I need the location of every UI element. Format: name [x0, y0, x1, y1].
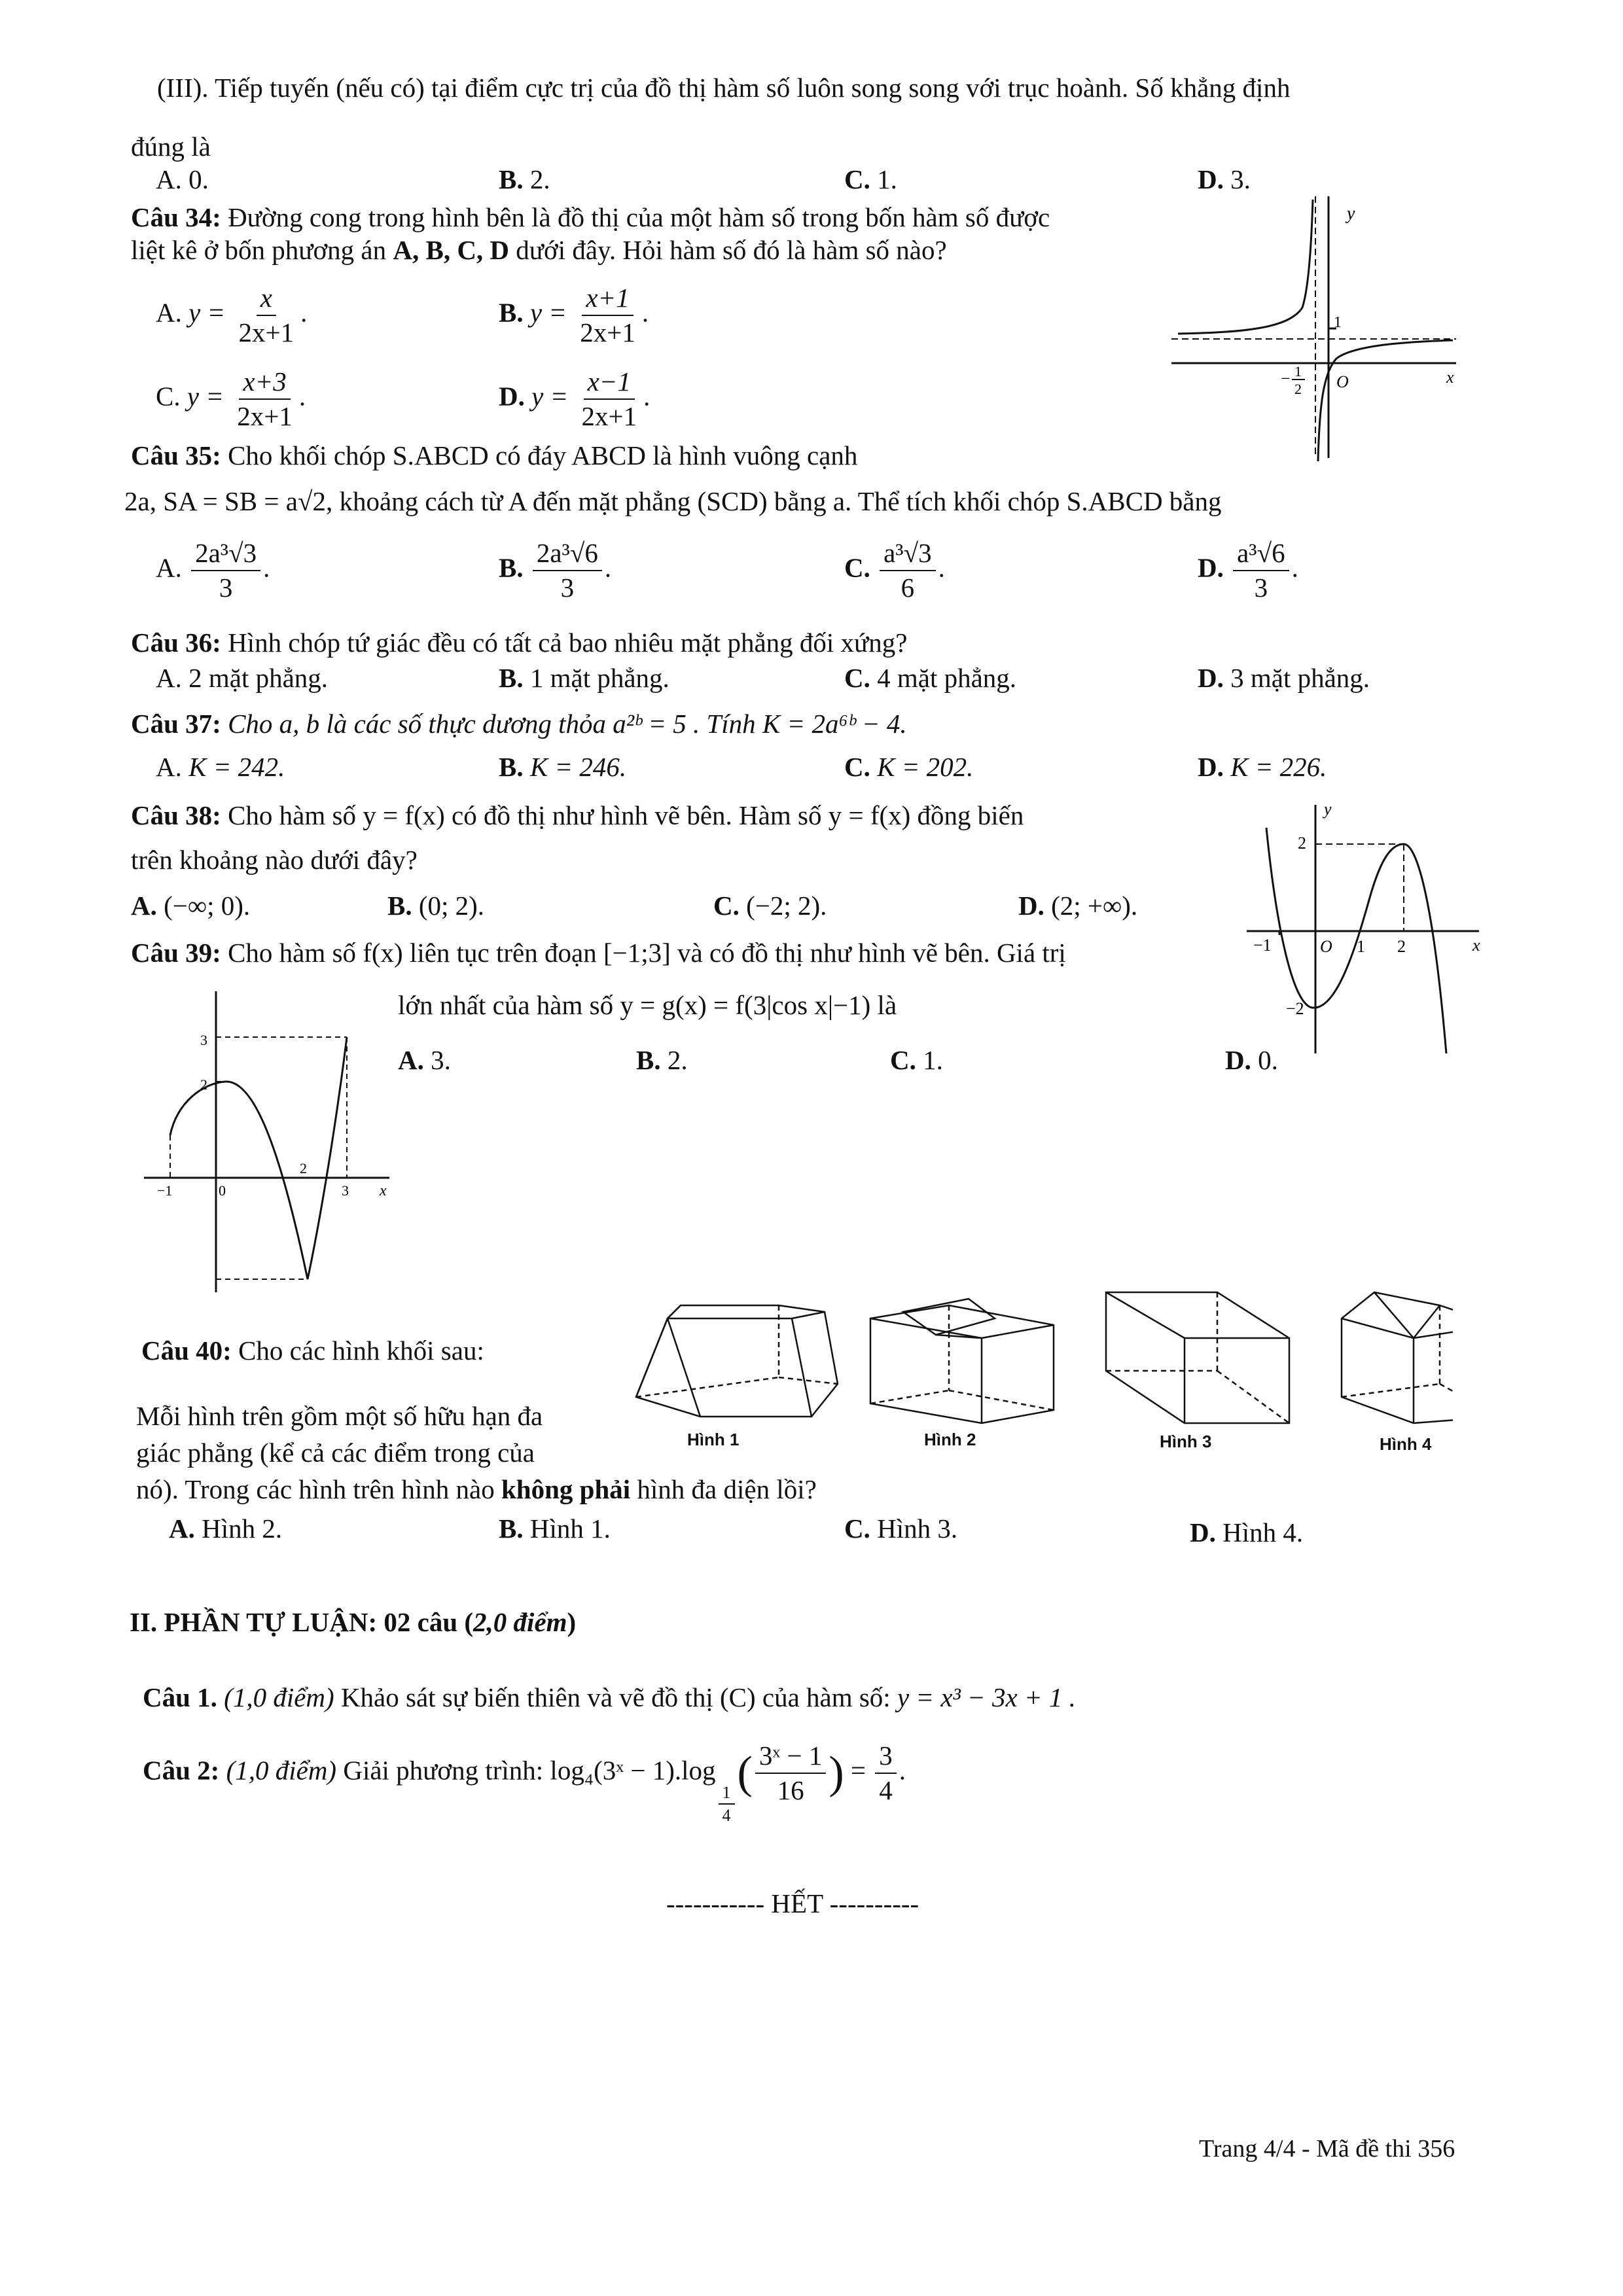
- caption-hinh-1: Hình 1: [687, 1430, 740, 1449]
- q34-tick-half-den: 2: [1294, 381, 1302, 397]
- essay-q1: Câu 1. (1,0 điểm) Khảo sát sự biến thiên và vẽ đồ thị (C) của hàm số: y = x³ − 3x + 1 .: [143, 1682, 1076, 1712]
- figure-4: [1342, 1292, 1453, 1423]
- q34-x-label: x: [1446, 368, 1454, 387]
- essay-q2: Câu 2: (1,0 điểm) Giải phương trình: log₄(3ˣ − 1).log $\frac{1}{4}$ ( $\frac{\text{3ˣ − 1}}{16}$ ) = $\frac{3}{4}$ .: [143, 1740, 906, 1826]
- q38-tick-y2: 2: [1298, 834, 1306, 853]
- q34-curve-left: [1178, 200, 1313, 334]
- q37-line: Câu 37: Cho a, b là các số thực dương thỏa a²ᵇ = 5 . Tính K = 2a⁶ᵇ − 4.: [131, 709, 907, 739]
- q35-option-c: C. $\frac{\text{a³√3}}{6}$ .: [844, 538, 945, 603]
- q33-line1: (III). Tiếp tuyến (nếu có) tại điểm cực trị của đồ thị hàm số luôn song song với trục hoành. Số khẳng định: [157, 73, 1291, 103]
- q40-option-c: C. Hình 3.: [844, 1513, 958, 1544]
- q39-tick-y3: 3: [200, 1032, 207, 1048]
- q40-line3: nó). Trong các hình trên hình nào không phải hình đa diện lồi?: [136, 1474, 817, 1504]
- q34-tick-half-num: 1: [1294, 363, 1302, 380]
- q33-option-c: C. 1.: [844, 164, 897, 194]
- q38-y-label: y: [1324, 800, 1332, 819]
- q36-option-b: B. 1 mặt phẳng.: [499, 663, 669, 693]
- q40-figures: [628, 1286, 1453, 1449]
- part2-heading: II. PHẦN TỰ LUẬN: 02 câu (2,0 điểm): [130, 1607, 577, 1637]
- q34-option-a: A. y = $\frac{x}{2x+1}$ .: [156, 283, 308, 348]
- q40-line0: Câu 40: Cho các hình khối sau:: [141, 1335, 484, 1366]
- q38-option-b: B. (0; 2).: [387, 891, 485, 921]
- q40-option-d: D. Hình 4.: [1190, 1517, 1304, 1547]
- q39-option-b: B. 2.: [636, 1045, 688, 1075]
- q34-line2: liệt kê ở bốn phương án A, B, C, D dưới đây. Hỏi hàm số đó là hàm số nào?: [131, 235, 947, 265]
- q40-option-b: B. Hình 1.: [499, 1513, 611, 1544]
- page-footer: Trang 4/4 - Mã đề thi 356: [1199, 2135, 1455, 2163]
- q35-line1: Câu 35: Cho khối chóp S.ABCD có đáy ABCD là hình vuông cạnh: [131, 440, 858, 470]
- q37-option-d: D. K = 226.: [1198, 752, 1327, 782]
- q40-option-a: A. Hình 2.: [169, 1513, 283, 1544]
- q39-option-c: C. 1.: [890, 1045, 943, 1075]
- q38-tick-m2: −2: [1286, 999, 1304, 1018]
- figure-2: [870, 1299, 1054, 1423]
- q34-option-c: C. y = $\frac{x+3}{2x+1}$ .: [156, 366, 306, 432]
- q34-option-b: B. y = $\frac{x+1}{2x+1}$ .: [499, 283, 649, 348]
- q34-option-d: D. y = $\frac{x-1}{2x+1}$ .: [499, 366, 651, 432]
- q33-option-b: B. 2.: [499, 164, 550, 194]
- q40-line1: Mỗi hình trên gồm một số hữu hạn đa: [136, 1401, 543, 1431]
- figure-1: [636, 1305, 838, 1417]
- q35-option-b: B. $\frac{\text{2a³√6}}{3}$ .: [499, 538, 612, 603]
- q34-tick-minus: −: [1281, 369, 1291, 388]
- q39-tick-x3: 3: [342, 1182, 349, 1199]
- q39-origin: 0: [219, 1182, 226, 1199]
- caption-hinh-3: Hình 3: [1160, 1432, 1212, 1451]
- end-marker: ----------- HẾT ----------: [666, 1888, 919, 1918]
- q39-option-d: D. 0.: [1225, 1045, 1278, 1075]
- q33-option-a: A. 0.: [156, 164, 209, 194]
- q36-option-c: C. 4 mặt phẳng.: [844, 663, 1017, 693]
- q34-graph: [1165, 190, 1466, 465]
- q39-curve: [170, 1037, 347, 1279]
- q39-line2: lớn nhất của hàm số y = g(x) = f(3|cos x|−1) là: [398, 990, 897, 1020]
- q38-line2: trên khoảng nào dưới đây?: [131, 845, 418, 875]
- q38-option-c: C. (−2; 2).: [713, 891, 827, 921]
- q37-option-a: A. K = 242.: [156, 752, 285, 782]
- q35-line2: 2a, SA = SB = a√2, khoảng cách từ A đến mặt phẳng (SCD) bằng a. Thể tích khối chóp S.ABCD bằng: [124, 486, 1222, 516]
- q38-tick-x2: 2: [1397, 937, 1406, 956]
- q39-line1: Câu 39: Cho hàm số f(x) liên tục trên đoạn [−1;3] và có đồ thị như hình vẽ bên. Giá trị: [131, 938, 1066, 968]
- q36-option-d: D. 3 mặt phẳng.: [1198, 663, 1370, 693]
- q38-x-label: x: [1472, 936, 1480, 955]
- q33-option-d: D. 3.: [1198, 164, 1251, 194]
- q34-tick-1: 1: [1334, 314, 1342, 331]
- q40-line2: giác phẳng (kể cả các điểm trong của: [136, 1438, 535, 1468]
- q39-option-a: A. 3.: [398, 1045, 451, 1075]
- q38-origin: O: [1320, 937, 1332, 956]
- figure-3: [1106, 1292, 1289, 1423]
- caption-hinh-4: Hình 4: [1380, 1434, 1432, 1454]
- q38-option-d: D. (2; +∞).: [1018, 891, 1138, 921]
- q35-option-d: D. $\frac{\text{a³√6}}{3}$ .: [1198, 538, 1298, 603]
- q38-line1: Câu 38: Cho hàm số y = f(x) có đồ thị như hình vẽ bên. Hàm số y = f(x) đồng biến: [131, 800, 1024, 830]
- q39-tick-y2: 2: [200, 1076, 207, 1093]
- q35-option-a: A. $\frac{\text{2a³√3}}{3}$ .: [156, 538, 270, 603]
- q38-graph: [1240, 795, 1489, 1057]
- q34-y-label: y: [1347, 203, 1355, 224]
- caption-hinh-2: Hình 2: [924, 1430, 976, 1449]
- q38-tick-m1: −1: [1253, 936, 1272, 955]
- q39-graph: [137, 985, 399, 1299]
- q39-x-label: x: [380, 1182, 387, 1199]
- q34-curve-right: [1318, 340, 1453, 461]
- q39-tick-m1: −1: [157, 1182, 173, 1199]
- q34-origin: O: [1336, 372, 1349, 391]
- q38-tick-x1: 1: [1357, 937, 1365, 956]
- q36-line: Câu 36: Hình chóp tứ giác đều có tất cả bao nhiêu mặt phẳng đối xứng?: [131, 627, 908, 658]
- q37-option-c: C. K = 202.: [844, 752, 974, 782]
- q34-line1: Câu 34: Đường cong trong hình bên là đồ thị của một hàm số trong bốn hàm số được: [131, 202, 1050, 232]
- q33-line2: đúng là: [131, 132, 211, 162]
- q36-option-a: A. 2 mặt phẳng.: [156, 663, 329, 693]
- q39-tick-x2: 2: [300, 1160, 307, 1176]
- q37-option-b: B. K = 246.: [499, 752, 627, 782]
- q38-option-a: A. (−∞; 0).: [131, 891, 251, 921]
